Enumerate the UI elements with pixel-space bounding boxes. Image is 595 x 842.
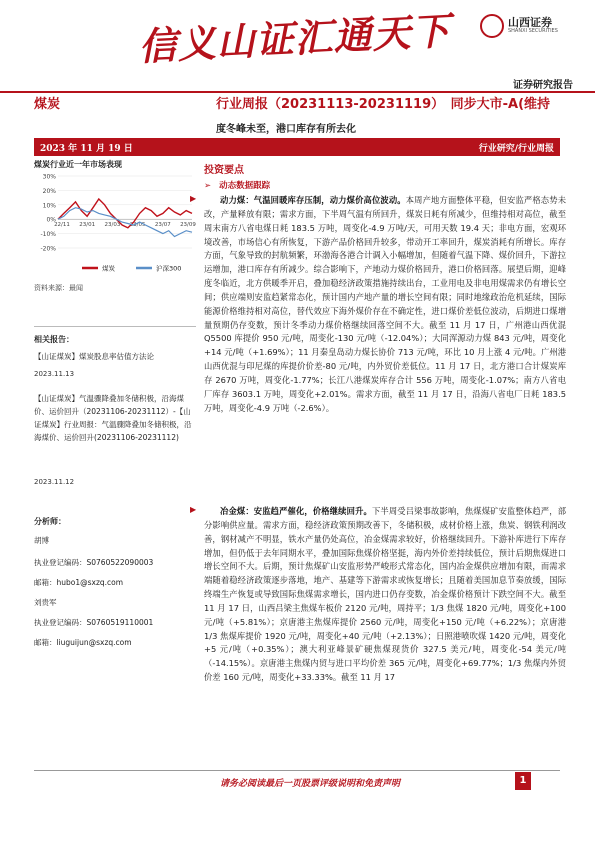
y-tick-label: -10% bbox=[40, 231, 56, 239]
x-tick-label: 23/09 bbox=[180, 222, 196, 229]
analyst-2-cert: 执业登记编码：S0760519110001 bbox=[34, 618, 154, 627]
analyst-2-name: 刘贵军 bbox=[34, 598, 57, 607]
bullet-icon: ▶ bbox=[190, 194, 197, 203]
related-report-2[interactable]: 【山证煤炭】气温骤降叠加冬储积极，沿海煤价、运价回升（20231106-20231112）-【山证煤炭】行业周报：气温骤降叠加冬储积极，沿海煤价、运价回升(20231106-20231112) bbox=[34, 394, 192, 442]
paragraph-coking-coal bbox=[190, 505, 566, 685]
related-reports-heading: 相关报告： bbox=[34, 335, 74, 344]
report-category: 行业研究/行业周报 bbox=[478, 144, 554, 154]
series-line-csi300 bbox=[58, 208, 192, 237]
legend-label: 沪深300 bbox=[156, 264, 182, 273]
arrow-icon: ➢ bbox=[204, 181, 212, 191]
series-line-coal bbox=[58, 199, 192, 228]
legend-label: 煤炭 bbox=[102, 264, 115, 273]
paragraph-lead: 动力煤：气温回暖库存压制，动力煤价高位波动。 bbox=[220, 195, 406, 205]
subsection-label: 动态数据跟踪 bbox=[219, 181, 271, 191]
industry-label: 煤炭 bbox=[34, 97, 61, 112]
x-tick-label: 23/03 bbox=[104, 222, 121, 229]
report-date: 2023 年 11 月 19 日 bbox=[40, 144, 133, 154]
y-tick-label: 0% bbox=[46, 216, 56, 224]
logo-name-en: SHANXI SECURITIES bbox=[508, 28, 558, 34]
report-type: 证券研究报告 bbox=[513, 80, 573, 91]
paragraph-text: 本周产地方面整体平稳，但安监严格态势未改，产量释放有限；需求方面，下半周气温有所回升，煤炭日耗有所减少，但维持相对高位，截至周末南方八省电煤日耗 183.5 万吨，周变化-4.9 万吨/天，可用天数 19.4 天；非电方面，宏观环境改善，市场信心有所恢复，下游产品价格回升较多，带动开工率回升，煤炭消耗有所增长。库存方面，气象导致的封航频繁，环渤海各港合计调入小幅增加，但随着气温下降、煤价回升，下游拉运增加，港口库存有所减少。综合影响下，产地动力煤价格回升，港口价格回落。展望后期，迎峰度冬临近，北方供暖季开启，叠加稳经济政策措施持续出台，工业用电及非电用煤需求仍有增长空间；供应端则安监趋紧常态化，预计国内产地产量的增长空间有限；同时地缘政治危机延续，国际能源价格维持相对高位，替代效应下海外煤价存在不确定性，进口煤价差低位波动，后期进口煤增量预期仍存变数，预计冬季动力煤价格继续回落空间不大。截至 11 月 17 日，广州港山西优混 Q5500 库提价 950 元/吨，周变化-130 元/吨（-12.04%）；大同浑源动力煤 843 元/吨，周变化+14 元/吨（+1.69%）；11 月秦皇岛动力煤长协价 713 元/吨，环比 10 月上涨 4 元/吨。广州港山西优混与印尼煤的库提价价差-80 元/吨，内外贸价差低位。11 月 17 日，北方港口合计煤炭库存 2670 万吨，周变化-1.77%；长江八港煤炭库存合计 556 万吨，周变化-1.07%；南方八省电厂库存 3603.1 万吨，周变化+2.01%。需求方面，截至 11 月 17 日，沿海八省电厂日耗 183.5 万吨，周变化-4.9 万吨（-2.6%）。 bbox=[204, 195, 566, 413]
section-title: 投资要点 bbox=[204, 165, 244, 176]
logo-emblem-icon bbox=[480, 14, 504, 38]
related-report-2-date: 2023.11.12 bbox=[34, 478, 75, 486]
analyst-1-name: 胡博 bbox=[34, 536, 49, 545]
y-tick-label: 20% bbox=[42, 187, 56, 195]
date-bar bbox=[34, 138, 560, 156]
y-tick-label: 10% bbox=[42, 202, 56, 210]
y-tick-label: 30% bbox=[42, 173, 56, 181]
slogan-banner: 信义山证汇通天下 bbox=[137, 7, 452, 70]
market-performance-chart bbox=[34, 170, 196, 282]
analyst-2-email[interactable]: 邮箱：liuguijun@sxzq.com bbox=[34, 638, 132, 647]
analyst-heading: 分析师： bbox=[34, 517, 66, 526]
related-report-1[interactable]: 【山证煤炭】煤炭股息率估值方法论 bbox=[34, 352, 154, 361]
bullet-icon: ▶ bbox=[190, 505, 197, 514]
chart-title: 煤炭行业近一年市场表现 bbox=[34, 160, 122, 169]
footer-disclaimer[interactable]: 请务必阅读最后一页股票评级说明和免责声明 bbox=[220, 779, 401, 789]
paragraph-lead: 冶金煤：安监趋严催化，价格继续回升。 bbox=[220, 506, 372, 516]
x-tick-label: 23/01 bbox=[79, 222, 96, 229]
report-subtitle: 度冬峰未至，港口库存有所去化 bbox=[216, 124, 356, 135]
page-number: 1 bbox=[515, 772, 531, 790]
logo-name: 山西证券 bbox=[508, 16, 552, 29]
paragraph-thermal-coal bbox=[190, 194, 566, 416]
left-divider bbox=[34, 326, 196, 327]
x-tick-label: 22/11 bbox=[54, 222, 70, 229]
company-logo bbox=[480, 12, 580, 40]
chart-source: 资料来源：最闻 bbox=[34, 284, 83, 292]
footer-divider bbox=[34, 770, 560, 771]
subsection-title bbox=[204, 179, 566, 191]
chart-svg bbox=[34, 170, 196, 282]
analyst-1-cert: 执业登记编码：S0760522090003 bbox=[34, 558, 154, 567]
paragraph-body bbox=[204, 194, 566, 416]
paragraph-text: 下半周受吕梁事故影响，焦煤煤矿安监整体趋严，部分影响供应量。需求方面，稳经济政策预期改善下，冬储积极，成材价格上涨，焦炭、钢铁利润改善，钢材减产不明显，铁水产量仍处高位，冶金煤需求较好，价格继续回升。下游补库进行下库存增加，但仍低于去年同期水平，叠加国际焦煤价格坚挺，海内外价差持续低位，预计后期焦煤进口增长空间不大。后期，预计焦煤矿山安监形势严峻形式常态化，国内冶金煤供应增加有限，而需求端随着稳经济政策逐步落地，地产、基建等下游需求或恢复增长；且随着美国加息节奏放缓，国际终端生产恢复或导致国际焦煤需求增长，国内进口仍存变数，冶金煤价格预计下跌空间不大。截至 11 月 17 日，山西吕梁主焦煤车板价 2120 元/吨，周持平；1/3 焦煤 1820 元/吨，周变化+100 元/吨（+5.81%）；京唐港主焦煤库提价 2560 元/吨，周变化+150 元/吨（+6.22%）；京唐港 1/3 焦煤库提价 1920 元/吨，周变化+40 元/吨（+2.13%）；日照港喷吹煤 1420 元/吨，周变化+5 元/吨（+0.35%）；澳大利亚峰景矿硬焦煤现货价 327.5 美元/吨，周变化-54 美元/吨（-14.15%）。京唐港主焦煤内贸与进口平均价差 365 元/吨，周变化+69.77%；1/3 焦煤内外贸价差 160 元/吨，周变化+33.33%。截至 11 月 17 bbox=[204, 506, 566, 683]
x-tick-label: 23/05 bbox=[129, 222, 146, 229]
paragraph-body bbox=[204, 505, 566, 685]
report-title: 行业周报（20231113-20231119） 同步大市-A(维持 bbox=[216, 97, 551, 112]
related-report-1-date: 2023.11.13 bbox=[34, 370, 75, 378]
x-tick-label: 23/07 bbox=[154, 222, 171, 229]
y-tick-label: -20% bbox=[40, 245, 56, 253]
analyst-1-email[interactable]: 邮箱：hubo1@sxzq.com bbox=[34, 578, 124, 587]
